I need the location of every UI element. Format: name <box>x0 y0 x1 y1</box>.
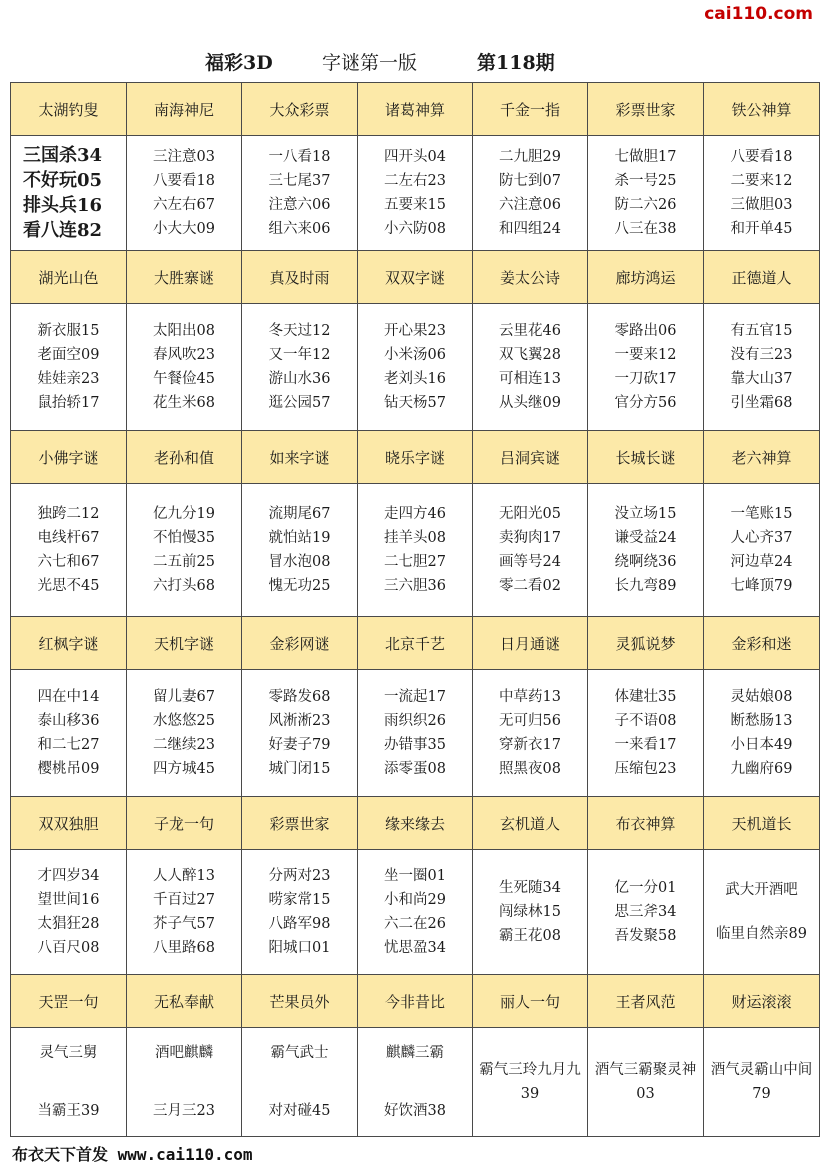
riddle-line: 电线杆67 <box>37 530 100 546</box>
riddle-cell <box>127 1028 242 1137</box>
riddle-line: 吾发聚58 <box>614 928 677 944</box>
riddle-line: 靠大山37 <box>730 371 793 387</box>
riddle-line: 鼠抬轿17 <box>37 395 100 411</box>
riddle-line: 零二看02 <box>499 578 561 594</box>
riddle-cell <box>473 670 588 797</box>
riddle-line: 思三斧34 <box>614 904 677 920</box>
riddle-line: 水悠悠25 <box>153 713 215 729</box>
expert-name-cell: 老六神算 <box>704 431 820 484</box>
riddle-line: 办错事35 <box>384 737 446 753</box>
riddle-line: 二继续23 <box>153 737 215 753</box>
expert-name-cell: 王者风范 <box>588 975 704 1028</box>
riddle-line: 引坐霜68 <box>730 395 793 411</box>
riddle-line: 才四岁34 <box>37 868 100 884</box>
riddle-line: 酒吧麒麟 <box>155 1045 213 1061</box>
riddle-line: 挂羊头08 <box>384 530 446 546</box>
riddle-line: 三七尾37 <box>268 173 331 189</box>
riddle-line: 绕啊绕36 <box>614 554 677 570</box>
expert-name-cell: 今非昔比 <box>358 975 473 1028</box>
riddle-cell <box>473 484 588 617</box>
header-row <box>11 797 820 850</box>
riddle-line: 三做胆03 <box>730 197 793 213</box>
expert-name-cell: 财运滚滚 <box>704 975 820 1028</box>
riddle-cell <box>358 670 473 797</box>
riddle-line: 麒麟三霸 <box>386 1045 444 1061</box>
header-row <box>11 975 820 1028</box>
riddle-line: 好饮酒38 <box>384 1103 446 1119</box>
riddle-line: 阳城口01 <box>268 940 331 956</box>
riddle-line: 二要来12 <box>730 173 793 189</box>
riddle-line: 一流起17 <box>384 689 446 705</box>
riddle-line: 灵气三舅 <box>39 1045 98 1061</box>
header-row <box>11 431 820 484</box>
riddle-line: 一笔账15 <box>730 506 793 522</box>
riddle-line: 河边草24 <box>730 554 793 570</box>
riddle-line: 九幽府69 <box>730 761 793 777</box>
riddle-line: 走四方46 <box>384 506 446 522</box>
riddle-line: 云里花46 <box>499 323 561 339</box>
riddle-line: 太猖狂28 <box>37 916 100 932</box>
riddle-line: 分两对23 <box>268 868 331 884</box>
expert-name-cell: 玄机道人 <box>473 797 588 850</box>
riddle-line: 对对碰45 <box>268 1103 331 1119</box>
riddle-line: 小大大09 <box>153 221 215 237</box>
riddle-cell <box>358 484 473 617</box>
riddle-line: 从头继09 <box>499 395 561 411</box>
riddle-line: 武大开酒吧 <box>725 882 798 898</box>
expert-name-cell: 小佛字谜 <box>11 431 127 484</box>
riddle-line: 八要看18 <box>730 149 793 165</box>
riddle-cell <box>11 136 127 251</box>
riddle-line: 春风吹23 <box>153 347 215 363</box>
riddle-line: 冒水泡08 <box>268 554 331 570</box>
riddle-line: 人人醉13 <box>153 868 215 884</box>
riddle-cell <box>11 850 127 975</box>
lottery-name: 福彩3D <box>205 52 273 74</box>
riddle-cell <box>127 484 242 617</box>
riddle-line: 一刀砍17 <box>614 371 677 387</box>
riddle-line: 八里路68 <box>153 940 215 956</box>
riddle-line: 子不语08 <box>614 713 677 729</box>
riddle-line: 当霸王39 <box>37 1103 100 1119</box>
riddle-line: 七峰顶79 <box>730 578 793 594</box>
expert-name-cell: 彩票世家 <box>588 83 704 136</box>
expert-name-cell: 红枫字谜 <box>11 617 127 670</box>
riddle-line: 樱桃吊09 <box>37 761 100 777</box>
riddle-cell <box>473 1028 588 1137</box>
riddle-line: 双飞翼28 <box>499 347 561 363</box>
riddle-line: 老面空09 <box>37 347 100 363</box>
riddle-line: 花生米68 <box>153 395 215 411</box>
riddle-cell <box>588 670 704 797</box>
riddle-line: 一八看18 <box>268 149 331 165</box>
riddle-line: 杀一号25 <box>614 173 677 189</box>
riddle-line: 亿一分01 <box>614 880 677 896</box>
riddle-cell <box>704 850 820 975</box>
riddle-line: 独跨二12 <box>37 506 100 522</box>
expert-name-cell: 诸葛神算 <box>358 83 473 136</box>
riddle-line: 排头兵16 <box>23 195 103 216</box>
header-row <box>11 617 820 670</box>
riddle-line: 霸气武士 <box>270 1045 329 1061</box>
riddle-line: 芥子气57 <box>153 916 215 932</box>
riddle-line: 三国杀34 <box>23 145 103 166</box>
riddle-line: 三六胆36 <box>384 578 446 594</box>
riddle-row <box>11 484 820 617</box>
page-title <box>0 46 827 76</box>
riddle-line: 画等号24 <box>499 554 561 570</box>
riddle-cell <box>358 1028 473 1137</box>
riddle-cell <box>11 1028 127 1137</box>
riddle-line: 千百过27 <box>153 892 215 908</box>
riddle-line: 六七和67 <box>37 554 100 570</box>
expert-name-cell: 长城长谜 <box>588 431 704 484</box>
riddle-line: 二九胆29 <box>499 149 561 165</box>
riddle-line: 坐一圈01 <box>384 868 446 884</box>
header-row <box>11 83 820 136</box>
expert-name-cell: 大胜寨谜 <box>127 251 242 304</box>
riddle-line: 二七胆27 <box>384 554 446 570</box>
riddle-line: 照黑夜08 <box>499 761 561 777</box>
riddle-line: 老刘头16 <box>384 371 446 387</box>
riddle-line: 雨织织26 <box>384 713 446 729</box>
riddle-line: 防七到07 <box>499 173 561 189</box>
edition-name: 字谜第一版 <box>322 52 418 74</box>
riddle-line: 零路出06 <box>614 323 677 339</box>
riddle-line: 看八连82 <box>23 220 103 241</box>
riddle-line: 八百尺08 <box>37 940 100 956</box>
riddle-line: 霸气三玲九月九39 <box>479 1062 581 1102</box>
riddle-cell <box>588 850 704 975</box>
riddle-line: 光思不45 <box>37 578 100 594</box>
riddle-line: 卖狗肉17 <box>499 530 561 546</box>
footer-credit: 布衣天下首发 www.cai110.com <box>10 1142 372 1166</box>
expert-name-cell: 南海神尼 <box>127 83 242 136</box>
riddle-line: 二五前25 <box>153 554 215 570</box>
riddle-line: 添零蛋08 <box>384 761 446 777</box>
riddle-cell <box>242 850 358 975</box>
riddle-cell <box>242 670 358 797</box>
riddle-line: 钻天杨57 <box>384 395 446 411</box>
riddle-line: 闯绿林15 <box>499 904 561 920</box>
riddle-cell <box>242 1028 358 1137</box>
expert-name-cell: 缘来缘去 <box>358 797 473 850</box>
issue-number: 第118期 <box>477 52 555 74</box>
riddle-line: 六打头68 <box>153 578 215 594</box>
riddle-line: 谦受益24 <box>614 530 677 546</box>
riddle-cell <box>704 304 820 431</box>
riddle-line: 四在中14 <box>37 689 100 705</box>
riddle-line: 和二七27 <box>37 737 100 753</box>
riddle-line: 太阳出08 <box>153 323 215 339</box>
riddle-cell <box>704 136 820 251</box>
riddle-line: 不怕慢35 <box>153 530 215 546</box>
riddle-line: 四方城45 <box>153 761 215 777</box>
riddle-cell <box>588 304 704 431</box>
riddle-line: 三注意03 <box>153 149 215 165</box>
riddle-line: 午餐俭45 <box>153 371 215 387</box>
riddle-cell <box>127 304 242 431</box>
expert-name-cell: 布衣神算 <box>588 797 704 850</box>
riddle-cell <box>242 484 358 617</box>
riddle-cell <box>11 484 127 617</box>
expert-name-cell: 廊坊鸿运 <box>588 251 704 304</box>
expert-name-cell: 晓乐字谜 <box>358 431 473 484</box>
riddle-cell <box>358 136 473 251</box>
riddle-line: 酒气三霸聚灵神03 <box>594 1062 697 1102</box>
riddle-line: 三月三23 <box>153 1103 215 1119</box>
riddle-row <box>11 850 820 975</box>
riddle-line: 又一年12 <box>268 347 331 363</box>
riddle-line: 忧思盈34 <box>384 940 446 956</box>
riddle-line: 零路发68 <box>268 689 331 705</box>
riddle-line: 小和尚29 <box>384 892 446 908</box>
riddle-line: 压缩包23 <box>614 761 677 777</box>
riddle-cell <box>11 304 127 431</box>
riddle-line: 无可归56 <box>499 713 561 729</box>
riddle-line: 和四组24 <box>499 221 561 237</box>
riddle-line: 游山水36 <box>268 371 331 387</box>
expert-name-cell: 丽人一句 <box>473 975 588 1028</box>
riddle-line: 官分方56 <box>614 395 677 411</box>
riddle-cell <box>242 304 358 431</box>
riddle-line: 小米汤06 <box>384 347 446 363</box>
riddle-line: 留儿妻67 <box>153 689 215 705</box>
expert-name-cell: 天机字谜 <box>127 617 242 670</box>
expert-name-cell: 铁公神算 <box>704 83 820 136</box>
riddle-line: 就怕站19 <box>268 530 331 546</box>
riddle-table <box>10 82 820 1137</box>
riddle-row <box>11 1028 820 1137</box>
expert-name-cell: 千金一指 <box>473 83 588 136</box>
riddle-line: 人心齐37 <box>730 530 793 546</box>
riddle-line: 体建壮35 <box>614 689 677 705</box>
riddle-cell <box>588 484 704 617</box>
riddle-cell <box>704 670 820 797</box>
riddle-cell <box>704 1028 820 1137</box>
riddle-line: 小六防08 <box>384 221 446 237</box>
riddle-line: 组六来06 <box>268 221 331 237</box>
riddle-cell <box>473 850 588 975</box>
riddle-line: 五要来15 <box>384 197 446 213</box>
riddle-line: 不好玩05 <box>23 170 103 191</box>
riddle-line: 无阳光05 <box>499 506 561 522</box>
riddle-line: 望世间16 <box>37 892 100 908</box>
riddle-cell <box>127 670 242 797</box>
expert-name-cell: 双双字谜 <box>358 251 473 304</box>
riddle-line: 断愁肠13 <box>730 713 793 729</box>
expert-name-cell: 大众彩票 <box>242 83 358 136</box>
expert-name-cell: 金彩和迷 <box>704 617 820 670</box>
riddle-cell <box>704 484 820 617</box>
expert-name-cell: 日月通谜 <box>473 617 588 670</box>
riddle-line: 霸王花08 <box>499 928 561 944</box>
riddle-line: 愧无功25 <box>268 578 331 594</box>
expert-name-cell: 天机道长 <box>704 797 820 850</box>
riddle-line: 穿新衣17 <box>499 737 561 753</box>
expert-name-cell: 太湖钓叟 <box>11 83 127 136</box>
riddle-line: 一要来12 <box>614 347 677 363</box>
riddle-line: 小日本49 <box>730 737 793 753</box>
riddle-cell <box>127 850 242 975</box>
expert-name-cell: 无私奉献 <box>127 975 242 1028</box>
expert-name-cell: 金彩网谜 <box>242 617 358 670</box>
riddle-line: 八路军98 <box>268 916 331 932</box>
riddle-cell <box>473 136 588 251</box>
riddle-row <box>11 136 820 251</box>
riddle-line: 逛公园57 <box>268 395 331 411</box>
riddle-line: 一来看17 <box>614 737 677 753</box>
riddle-line: 好妻子79 <box>268 737 331 753</box>
riddle-line: 灵姑娘08 <box>730 689 793 705</box>
riddle-line: 新衣服15 <box>37 323 100 339</box>
expert-name-cell: 子龙一句 <box>127 797 242 850</box>
riddle-cell <box>358 850 473 975</box>
riddle-line: 八三在38 <box>614 221 677 237</box>
riddle-line: 没有三23 <box>730 347 793 363</box>
riddle-line: 六二在26 <box>384 916 446 932</box>
riddle-line: 开心果23 <box>384 323 446 339</box>
riddle-line: 四开头04 <box>384 149 446 165</box>
riddle-line: 七做胆17 <box>614 149 677 165</box>
riddle-line: 没立场15 <box>614 506 677 522</box>
riddle-cell <box>11 670 127 797</box>
riddle-line: 冬天过12 <box>268 323 331 339</box>
riddle-line: 中草药13 <box>499 689 561 705</box>
riddle-line: 娃娃亲23 <box>37 371 100 387</box>
expert-name-cell: 湖光山色 <box>11 251 127 304</box>
expert-name-cell: 正德道人 <box>704 251 820 304</box>
expert-name-cell: 灵狐说梦 <box>588 617 704 670</box>
site-logo: cai110.com <box>704 4 813 24</box>
riddle-cell <box>588 1028 704 1137</box>
riddle-cell <box>242 136 358 251</box>
expert-name-cell: 吕洞宾谜 <box>473 431 588 484</box>
riddle-cell <box>127 136 242 251</box>
expert-name-cell: 北京千艺 <box>358 617 473 670</box>
riddle-line: 临里自然亲89 <box>716 926 807 942</box>
riddle-line: 长九弯89 <box>614 578 677 594</box>
riddle-line: 有五官15 <box>730 323 793 339</box>
riddle-line: 可相连13 <box>499 371 561 387</box>
expert-name-cell: 如来字谜 <box>242 431 358 484</box>
riddle-line: 酒气灵霸山中间79 <box>710 1062 813 1102</box>
riddle-line: 唠家常15 <box>268 892 331 908</box>
riddle-line: 风淅淅23 <box>268 713 331 729</box>
riddle-cell <box>358 304 473 431</box>
expert-name-cell: 双双独胆 <box>11 797 127 850</box>
expert-name-cell: 老孙和值 <box>127 431 242 484</box>
riddle-line: 泰山移36 <box>37 713 100 729</box>
expert-name-cell: 姜太公诗 <box>473 251 588 304</box>
expert-name-cell: 彩票世家 <box>242 797 358 850</box>
riddle-line: 六注意06 <box>499 197 561 213</box>
riddle-line: 二左右23 <box>384 173 446 189</box>
riddle-cell <box>588 136 704 251</box>
riddle-line: 六左右67 <box>153 197 215 213</box>
riddle-line: 和开单45 <box>730 221 793 237</box>
riddle-line: 城门闭15 <box>268 761 331 777</box>
expert-name-cell: 芒果员外 <box>242 975 358 1028</box>
riddle-cell <box>473 304 588 431</box>
expert-name-cell: 真及时雨 <box>242 251 358 304</box>
riddle-line: 流期尾67 <box>268 506 331 522</box>
riddle-line: 防二六26 <box>614 197 677 213</box>
riddle-line: 亿九分19 <box>153 506 215 522</box>
riddle-line: 注意六06 <box>268 197 331 213</box>
riddle-row <box>11 670 820 797</box>
riddle-line: 生死随34 <box>499 880 561 896</box>
riddle-line: 八要看18 <box>153 173 215 189</box>
header-row <box>11 251 820 304</box>
riddle-row <box>11 304 820 431</box>
expert-name-cell: 天罡一句 <box>11 975 127 1028</box>
